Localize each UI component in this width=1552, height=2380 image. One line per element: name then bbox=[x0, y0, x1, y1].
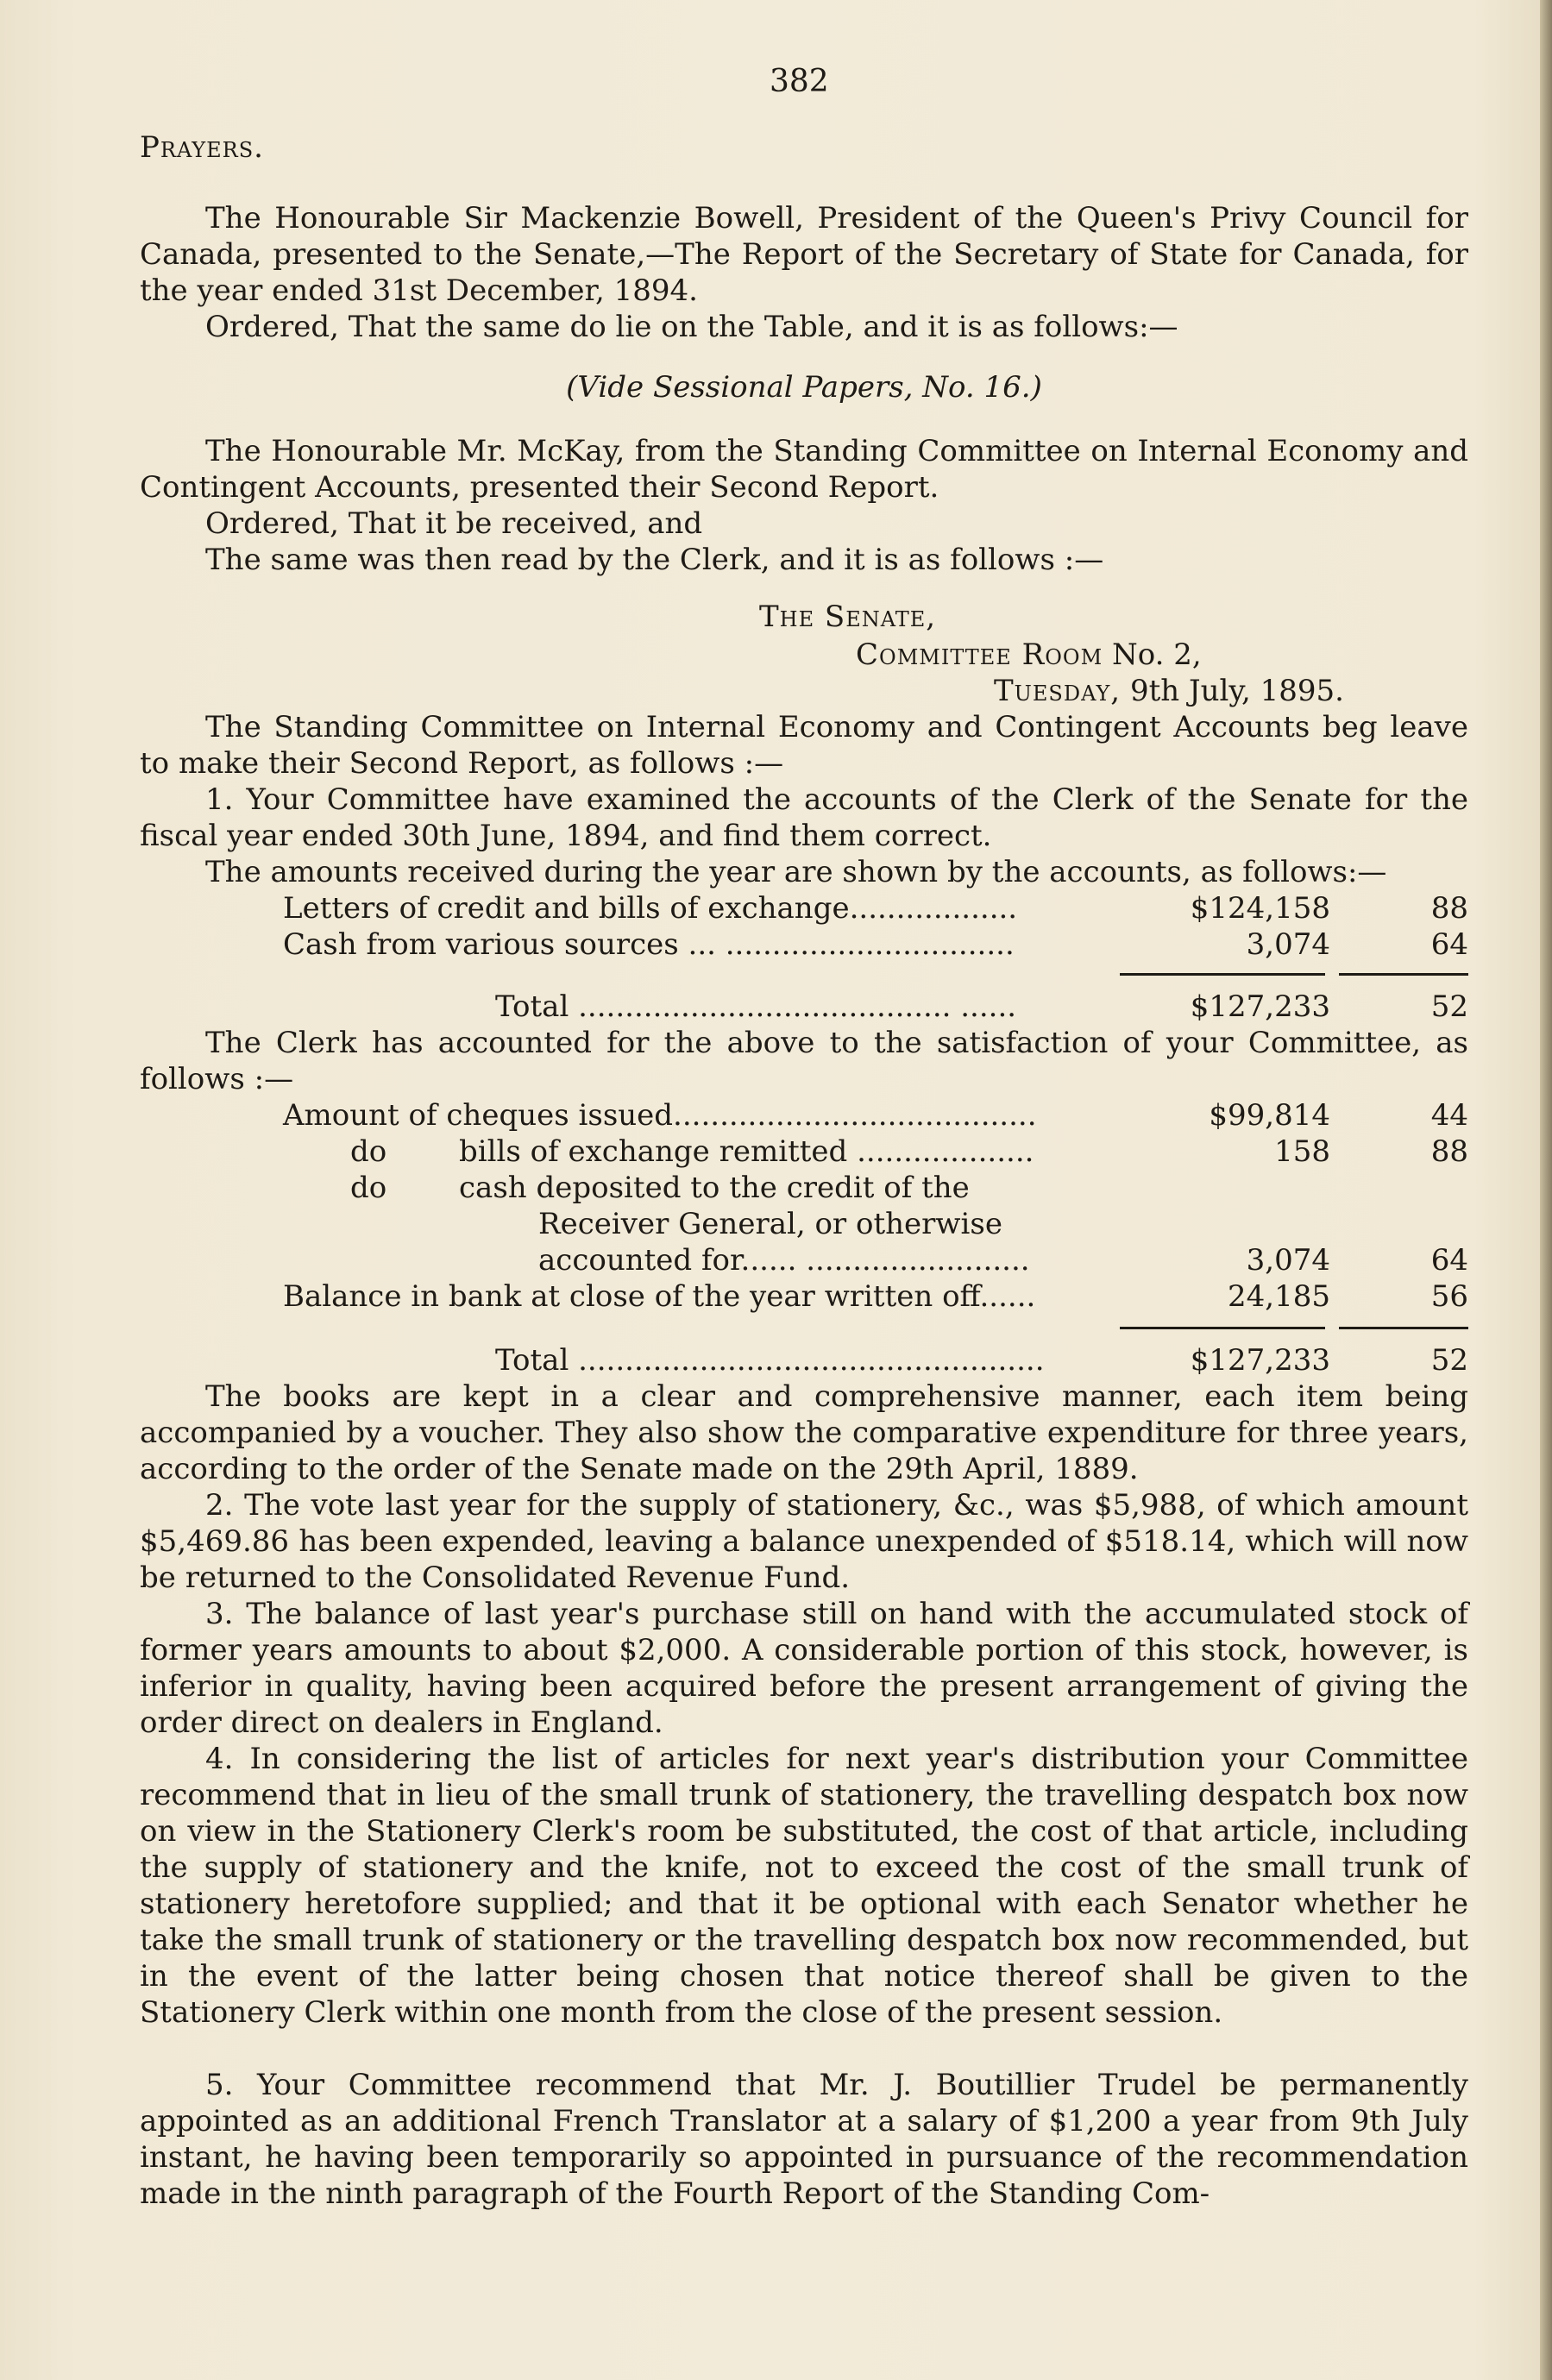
sum-rule bbox=[1339, 973, 1468, 976]
report-header-day: Tuesday, bbox=[994, 674, 1122, 708]
paragraph-ordered-received: Ordered, That it be received, and bbox=[205, 506, 703, 541]
account-label: Letters of credit and bills of exchange.................. bbox=[283, 891, 1018, 926]
total-label: Total ........................................ ...... bbox=[495, 989, 1017, 1024]
paragraph-item-3: 3. The balance of last year's purchase still on hand with the accumulated stock of former years amounts to about $2,000. A considerable portion of this stock, however, is inferior in quality, having been acquired before the present arrangement of giving the order direct on dealers in England. bbox=[140, 1597, 1468, 1740]
paragraph-ordered-table: Ordered, That the same do lie on the Table, and it is as follows:— bbox=[205, 310, 1178, 344]
paragraph-item-1: 1. Your Committee have examined the accounts of the Clerk of the Senate for the fiscal year ended 30th June, 1894, and find them correct. bbox=[140, 782, 1468, 853]
total-label: Total .................................................. bbox=[495, 1343, 1045, 1378]
sum-rule bbox=[1339, 1327, 1468, 1329]
total-row bbox=[140, 989, 1468, 1025]
sum-rule bbox=[1120, 1327, 1325, 1329]
account-label: Balance in bank at close of the year written off...... bbox=[283, 1279, 1036, 1314]
paragraph-item-5: 5. Your Committee recommend that Mr. J. Boutillier Trudel be permanently appointed as an additional French Translator at a salary of $1,200 a year from 9th July instant, he having been temporarily so appointed in pursuance of the recommendation made in the ninth paragraph of the Fourth Report of the Standing Com- bbox=[140, 2068, 1468, 2211]
paragraph-clerk-accounted: The Clerk has accounted for the above to the satisfaction of your Committee, as follows :— bbox=[140, 1026, 1468, 1096]
account-amount: $124,158 bbox=[1190, 891, 1330, 926]
account-label: bills of exchange remitted ................... bbox=[459, 1134, 1034, 1169]
report-header-date bbox=[994, 673, 1344, 709]
paragraph-item-4: 4. In considering the list of articles for next year's distribution your Committee recommend that in lieu of the small trunk of stationery, the travelling despatch box now on view in the Stationery Clerk's room be substituted, the cost of that article, including the supply of stationery and the knife, not to exceed the cost of the small trunk of stationery heretofore supplied; and that it be optional with each Senator whether he take the small trunk of stationery or the travelling despatch box now recommended, but in the event of the latter being chosen that notice thereof shall be given to the Stationery Clerk within one month from the close of the present session. bbox=[140, 1742, 1468, 2030]
total-cents: 52 bbox=[1430, 1343, 1468, 1378]
account-label: Receiver General, or otherwise bbox=[538, 1207, 1002, 1241]
account-ditto: do bbox=[350, 1134, 387, 1169]
total-amount: $127,233 bbox=[1190, 989, 1330, 1024]
account-amount: 24,185 bbox=[1228, 1279, 1330, 1314]
account-amount: 3,074 bbox=[1246, 927, 1330, 962]
account-row bbox=[140, 890, 1468, 926]
paragraph-item-2: 2. The vote last year for the supply of stationery, &c., was $5,988, of which amount $5,469.86 has been expended, leaving a balance unexpended of $518.14, which will now be returned to the Consolidated Revenue Fund. bbox=[140, 1488, 1468, 1595]
total-row bbox=[140, 1342, 1468, 1378]
account-row-continued bbox=[140, 1242, 1468, 1278]
paragraph-amounts-received: The amounts received during the year are shown by the accounts, as follows:— bbox=[205, 855, 1387, 889]
page-edge bbox=[1540, 0, 1552, 2380]
account-amount: 158 bbox=[1274, 1134, 1330, 1169]
account-row bbox=[140, 926, 1468, 963]
paragraph-committee-report: The Standing Committee on Internal Economy and Contingent Accounts beg leave to make their Second Report, as follows :— bbox=[140, 710, 1468, 781]
account-row-continued bbox=[140, 1206, 1468, 1242]
account-cents: 56 bbox=[1430, 1279, 1468, 1314]
account-cents: 88 bbox=[1430, 891, 1468, 926]
account-label: Amount of cheques issued....................................... bbox=[283, 1098, 1037, 1133]
report-header-room bbox=[856, 637, 1202, 673]
report-header-room-label: Committee Room bbox=[856, 637, 1103, 672]
paragraph-mckay: The Honourable Mr. McKay, from the Standing Committee on Internal Economy and Contingent Accounts, presented their Second Report. bbox=[140, 434, 1468, 505]
account-amount: $99,814 bbox=[1209, 1098, 1330, 1133]
report-header-senate: The Senate, bbox=[759, 600, 937, 634]
paragraph-bowell: The Honourable Sir Mackenzie Bowell, President of the Queen's Privy Council for Canada, presented to the Senate,—The Report of the Secretary of State for Canada, for the year ended 31st December, 1894. bbox=[140, 201, 1468, 308]
report-header-date-text: 9th July, 1895. bbox=[1129, 674, 1344, 708]
account-amount: 3,074 bbox=[1246, 1243, 1330, 1278]
paragraph-books: The books are kept in a clear and comprehensive manner, each item being accompanied by a voucher. They also show the comparative expenditure for three years, according to the order of the Senate made on the 29th April, 1889. bbox=[140, 1379, 1468, 1486]
account-row bbox=[140, 1133, 1468, 1170]
section-heading: Prayers. bbox=[140, 130, 264, 165]
account-row bbox=[140, 1097, 1468, 1133]
account-label: accounted for...... ........................ bbox=[538, 1243, 1030, 1278]
sum-rule bbox=[1120, 973, 1325, 976]
total-amount: $127,233 bbox=[1190, 1343, 1330, 1378]
paragraph-read-by-clerk: The same was then read by the Clerk, and it is as follows :— bbox=[205, 543, 1104, 577]
account-label: cash deposited to the credit of the bbox=[459, 1171, 970, 1205]
account-label: Cash from various sources ... ............................... bbox=[283, 927, 1015, 962]
account-cents: 44 bbox=[1430, 1098, 1468, 1133]
total-cents: 52 bbox=[1430, 989, 1468, 1024]
account-row bbox=[140, 1278, 1468, 1315]
vide-reference: (Vide Sessional Papers, No. 16.) bbox=[566, 370, 1042, 405]
account-row bbox=[140, 1170, 1468, 1206]
account-ditto: do bbox=[350, 1171, 387, 1205]
page-number: 382 bbox=[770, 64, 829, 99]
report-header-room-no: No. 2, bbox=[1111, 637, 1202, 672]
account-cents: 64 bbox=[1430, 1243, 1468, 1278]
account-cents: 64 bbox=[1430, 927, 1468, 962]
account-cents: 88 bbox=[1430, 1134, 1468, 1169]
